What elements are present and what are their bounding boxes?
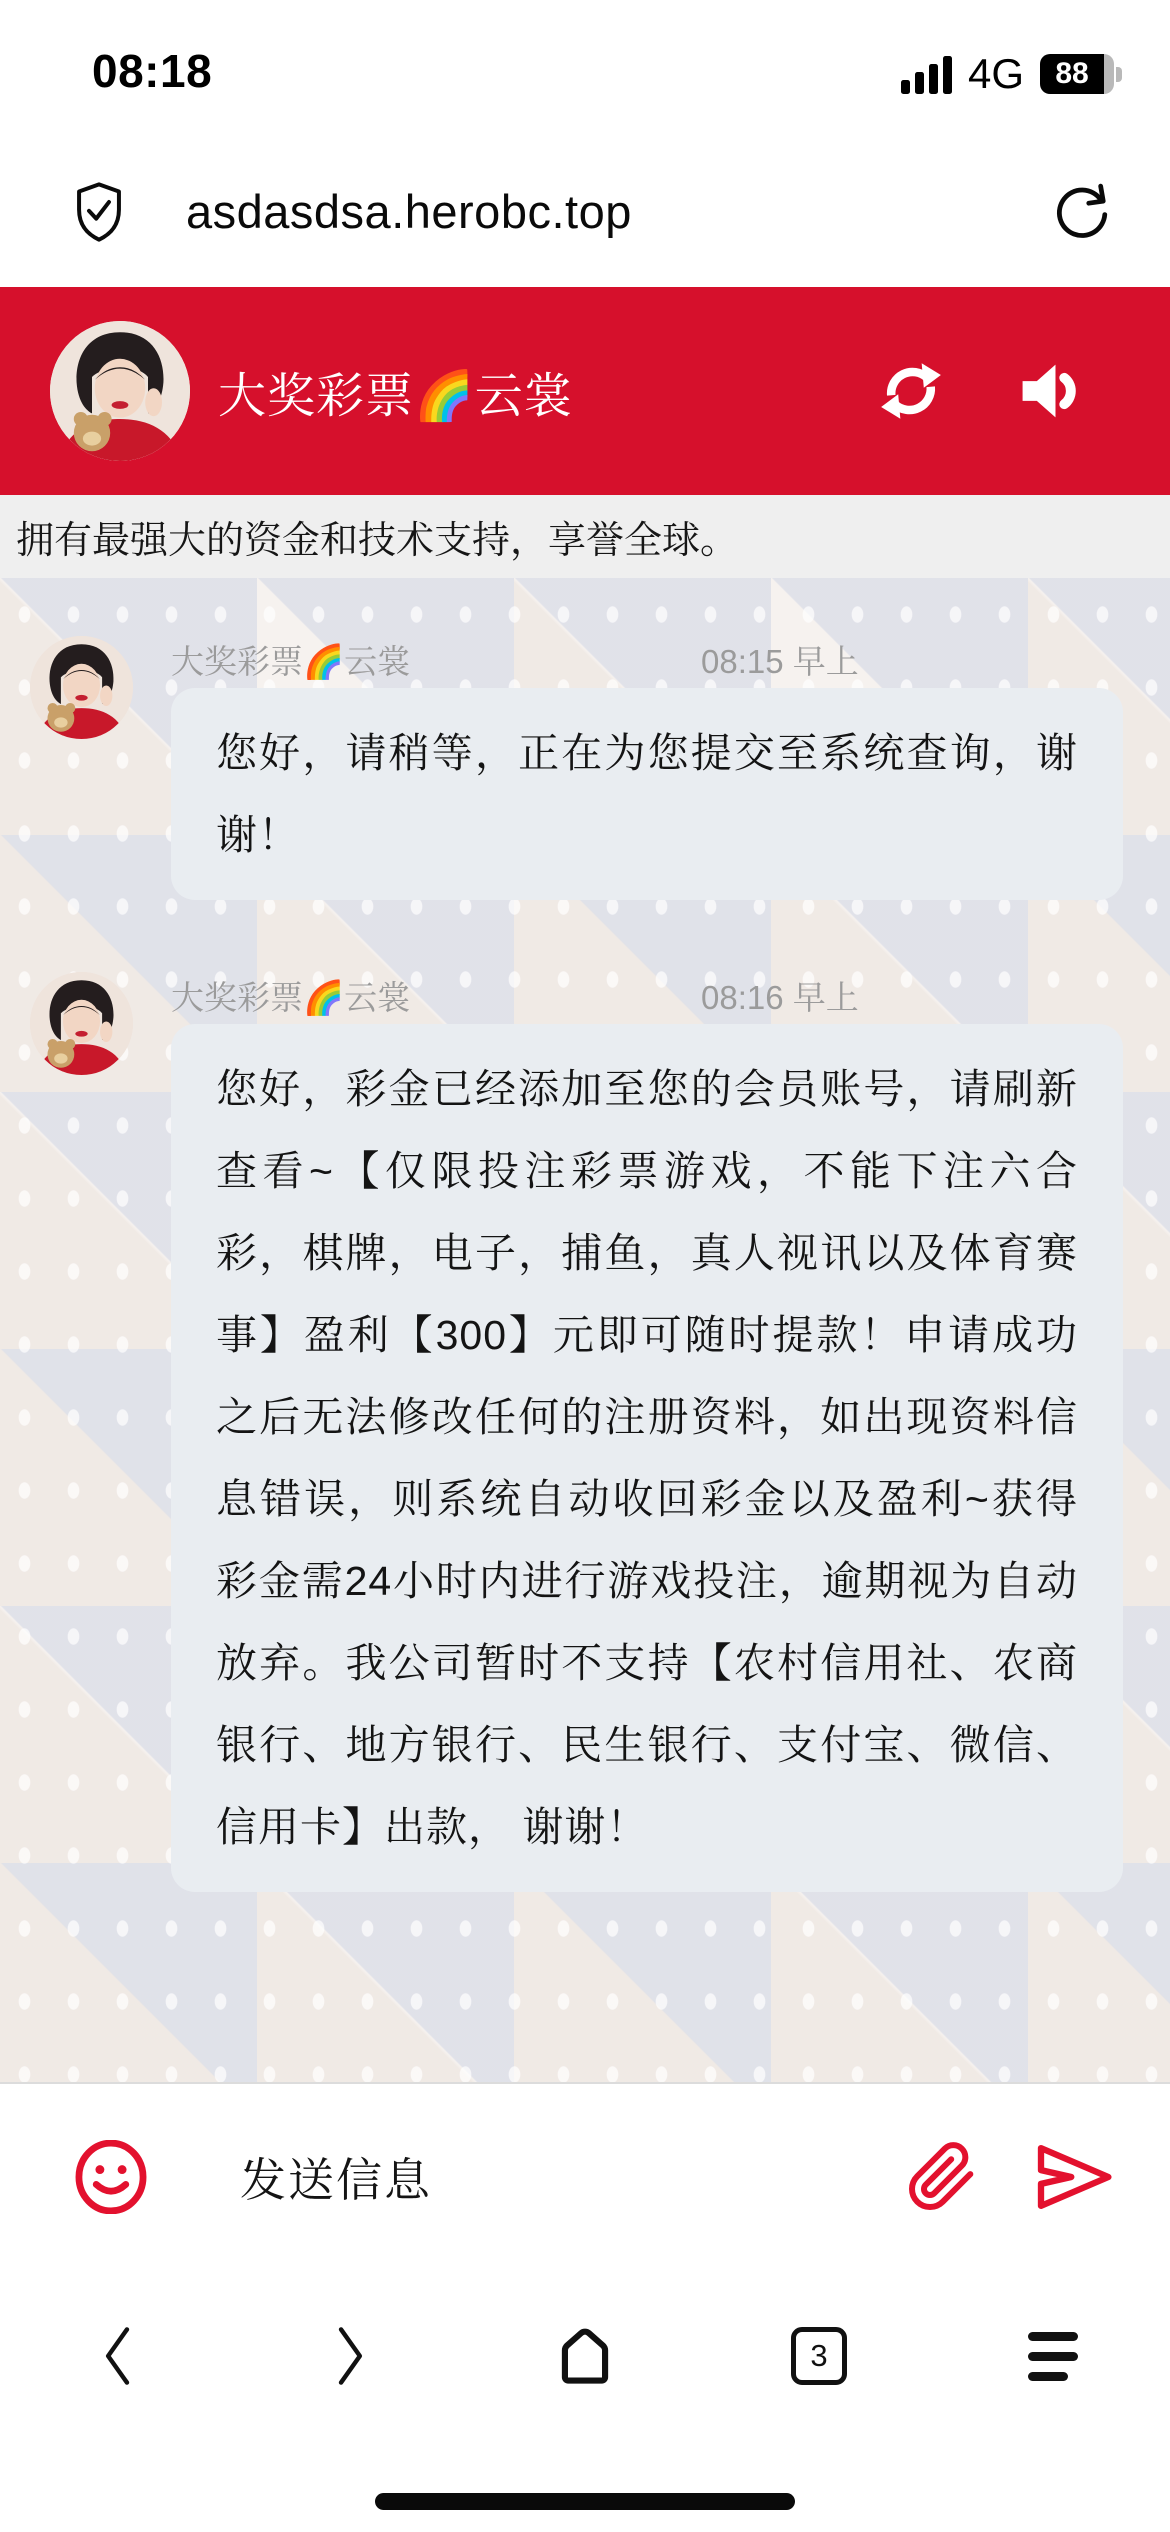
avatar (30, 636, 133, 739)
send-icon[interactable] (1030, 2141, 1118, 2213)
chat-title: 大奖彩票🌈云裳 (218, 369, 573, 423)
refresh-icon[interactable] (878, 359, 944, 423)
notice-banner (0, 495, 1170, 578)
forward-button[interactable] (234, 2325, 468, 2387)
status-bar (0, 0, 1170, 100)
clock-label: 08:18 (92, 45, 213, 97)
message (30, 972, 1170, 1892)
paperclip-icon[interactable] (906, 2139, 978, 2215)
chat-area (0, 578, 1170, 2082)
home-indicator[interactable] (375, 2493, 795, 2510)
network-label: 4G (967, 50, 1024, 97)
reload-icon[interactable] (1052, 182, 1110, 242)
sender-name: 大奖彩票🌈云裳 (171, 643, 411, 680)
message-time: 08:16 早上 (701, 979, 859, 1016)
message-text: 您好，彩金已经添加至您的会员账号，请刷新查看~【仅限投注彩票游戏，不能下注六合彩，棋牌，电子，捕鱼，真人视讯以及体育赛事】盈利【300】元即可随时提款！申请成功之后无法修改任何的注册资料，如出现资料信息错误，则系统自动收回彩金以及盈利~获得彩金需24小时内进行游戏投注，逾期视为自动放弃。我公司暂时不支持【农村信用社、农商银行、地方银行、民生银行、支付宝、微信、信用卡】出款， 谢谢！ (216, 1066, 1078, 1850)
message-time: 08:15 早上 (701, 643, 859, 680)
browser-address-bar[interactable] (0, 100, 1170, 287)
chat-header (0, 287, 1170, 495)
battery-icon (1040, 54, 1122, 94)
signal-icon (901, 54, 952, 94)
home-button[interactable] (468, 2327, 702, 2385)
menu-button[interactable] (936, 2332, 1170, 2381)
message-bubble (171, 688, 1123, 900)
message-bubble (171, 1024, 1123, 1892)
tabs-button[interactable] (702, 2327, 936, 2385)
battery-percent: 88 (1040, 54, 1104, 94)
back-button[interactable] (0, 2325, 234, 2387)
speaker-icon[interactable] (1016, 358, 1084, 424)
message-text: 您好，请稍等，正在为您提交至系统查询，谢谢！ (216, 730, 1078, 858)
home-icon (556, 2327, 614, 2385)
header-avatar (50, 321, 190, 461)
avatar (30, 972, 133, 1075)
sender-name: 大奖彩票🌈云裳 (171, 979, 411, 1016)
composer-bar (0, 2082, 1170, 2270)
browser-nav-bar (0, 2270, 1170, 2442)
message-input[interactable]: 发送信息 (240, 2154, 432, 2206)
notice-text: 拥有最强大的资金和技术支持，享誉全球。 (16, 520, 739, 562)
menu-icon (1028, 2332, 1078, 2381)
url-text[interactable]: asdasdsa.herobc.top (186, 185, 632, 238)
status-icons (901, 50, 1122, 98)
shield-check-icon (72, 181, 126, 243)
message (30, 636, 1170, 900)
tab-count: 3 (791, 2327, 847, 2385)
emoji-icon[interactable] (74, 2140, 148, 2214)
